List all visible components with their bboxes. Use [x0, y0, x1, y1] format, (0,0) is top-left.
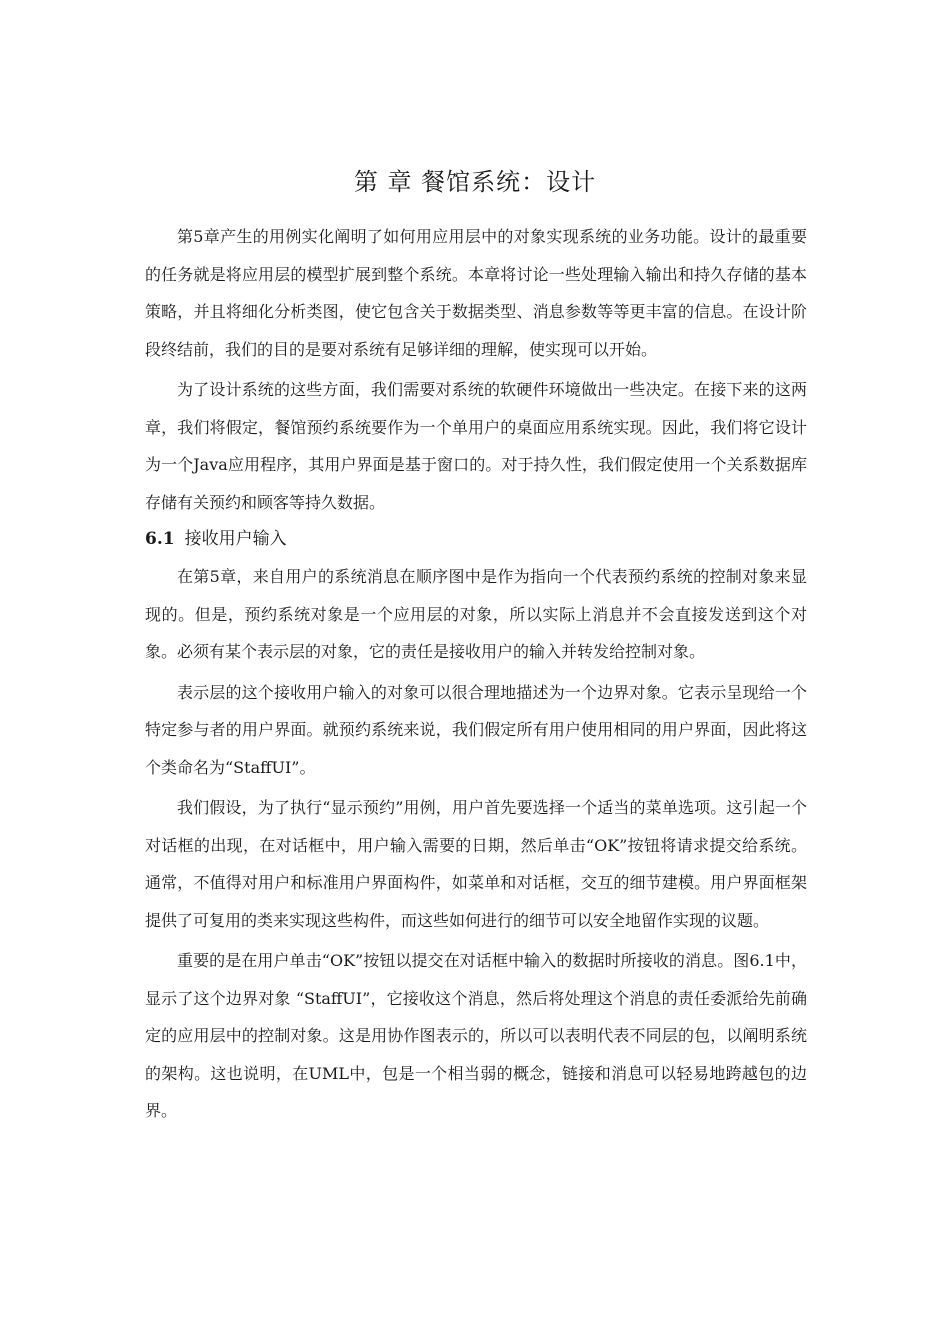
section-paragraph: 重要的是在用户单击“OK”按钮以提交在对话框中输入的数据时所接收的消息。图6.1中，显示了这个边界对象 “StaffUI”，它接收这个消息，然后将处理这个消息的责任委派给先前确定的应用层中的控制对象。这是用协作图表示的，所以可以表明代表不同层的包，以阐明系统的架构。这也说明，在UML中，包是一个相当弱的概念，链接和消息可以轻易地跨越包的边界。 [145, 951, 807, 1120]
intro-paragraph: 第5章产生的用例实化阐明了如何用应用层中的对象实现系统的业务功能。设计的最重要的任务就是将应用层的模型扩展到整个系统。本章将讨论一些处理输入输出和持久存储的基本策略，并且将细化分析类图，使它包含关于数据类型、消息参数等等更丰富的信息。在设计阶段终结前，我们的目的是要对系统有足够详细的理解，使实现可以开始。 [145, 227, 807, 359]
section-number: 6.1 [145, 529, 175, 549]
chapter-title: 第 章 餐馆系统：设计 [353, 168, 597, 196]
section-heading [145, 524, 807, 554]
section-paragraph: 我们假设，为了执行“显示预约”用例，用户首先要选择一个适当的菜单选项。这引起一个对话框的出现，在对话框中，用户输入需要的日期，然后单击“OK”按钮将请求提交给系统。通常，不值得对用户和标准用户界面构件，如菜单和对话框，交互的细节建模。用户界面框架提供了可复用的类来实现这些构件，而这些如何进行的细节可以安全地留作实现的议题。 [145, 798, 807, 930]
intro-paragraph: 为了设计系统的这些方面，我们需要对系统的软硬件环境做出一些决定。在接下来的这两章，我们将假定，餐馆预约系统要作为一个单用户的桌面应用系统实现。因此，我们将它设计为一个Java应用程序，其用户界面是基于窗口的。对于持久性，我们假定使用一个关系数据库存储有关预约和顾客等持久数据。 [145, 380, 807, 512]
section-paragraph: 表示层的这个接收用户输入的对象可以很合理地描述为一个边界对象。它表示呈现给一个特定参与者的用户界面。就预约系统来说，我们假定所有用户使用相同的用户界面，因此将这个类命名为“StaffUI”。 [145, 682, 807, 777]
document-body [145, 218, 807, 1133]
section-paragraph: 在第5章，来自用户的系统消息在顺序图中是作为指向一个代表预约系统的控制对象来显现的。但是，预约系统对象是一个应用层的对象，所以实际上消息并不会直接发送到这个对象。必须有某个表示层的对象，它的责任是接收用户的输入并转发给控制对象。 [145, 567, 807, 661]
section-title: 接收用户输入 [184, 529, 287, 549]
